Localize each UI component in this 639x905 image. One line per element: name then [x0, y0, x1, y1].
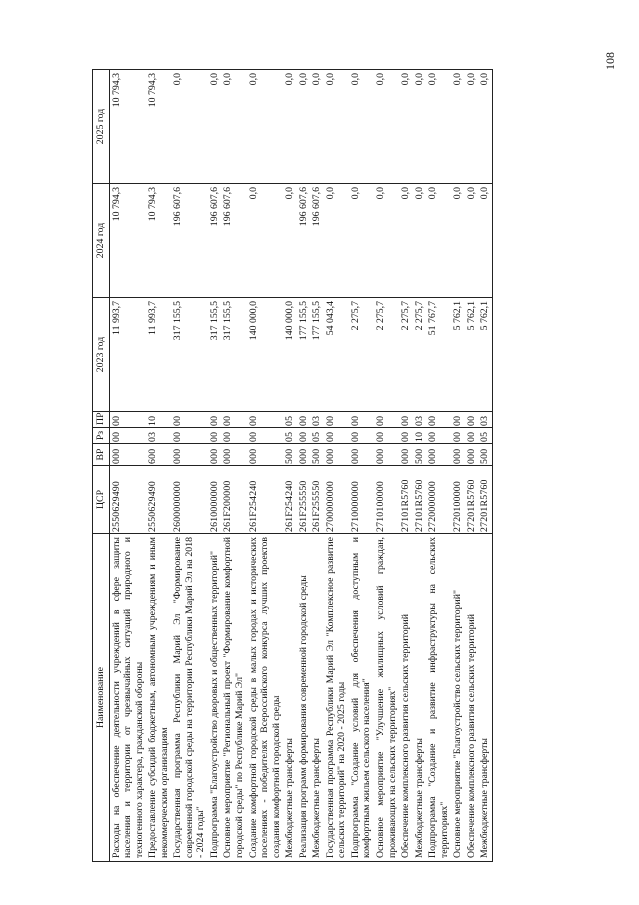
- row-csr: 2600000000: [171, 466, 208, 534]
- row-name: Обеспечение комплексного развития сельских территорий: [465, 534, 479, 862]
- row-2024: 0,0: [478, 184, 492, 298]
- row-vr: 000: [426, 444, 451, 466]
- row-csr: 2710100000: [374, 466, 399, 534]
- row-2025: 0,0: [297, 70, 311, 184]
- row-name: Межбюджетные трансферты: [283, 534, 297, 862]
- table-row: [413, 70, 427, 862]
- table-row: [399, 70, 413, 862]
- row-csr: 2720000000: [426, 466, 451, 534]
- table-body: [109, 70, 492, 862]
- row-vr: 000: [324, 444, 349, 466]
- row-csr: 27201R5760: [465, 466, 479, 534]
- row-rz: 00: [171, 428, 208, 444]
- row-vr: 000: [208, 444, 222, 466]
- table-row: [374, 70, 399, 862]
- row-pr: 00: [297, 412, 311, 428]
- row-csr: 2610000000: [208, 466, 222, 534]
- row-vr: 500: [283, 444, 297, 466]
- row-2023: 11 993,7: [109, 298, 146, 412]
- row-vr: 000: [399, 444, 413, 466]
- row-name: Подпрограмма "Благоустройство дворовых и общественных территорий": [208, 534, 222, 862]
- header-2023: 2023 год: [93, 298, 110, 412]
- row-2025: 0,0: [283, 70, 297, 184]
- row-rz: 05: [478, 428, 492, 444]
- row-name: Создание комфортной городской среды в малых городах и исторических поселениях - победителях Всероссийского конкурса лучших проектов создания комфортной городской среды: [247, 534, 284, 862]
- row-2023: 5 762,1: [465, 298, 479, 412]
- row-name: Межбюджетные трансферты: [413, 534, 427, 862]
- header-csr: ЦСР: [93, 466, 110, 534]
- row-2024: 196 607,6: [221, 184, 246, 298]
- row-pr: 00: [171, 412, 208, 428]
- table-row: [349, 70, 374, 862]
- table-row: [208, 70, 222, 862]
- row-2025: 0,0: [324, 70, 349, 184]
- table-row: [310, 70, 324, 862]
- row-2024: 196 607,6: [208, 184, 222, 298]
- table-row: [465, 70, 479, 862]
- row-pr: 00: [109, 412, 146, 428]
- row-2024: 0,0: [349, 184, 374, 298]
- table-header-row: [93, 70, 110, 862]
- row-rz: 00: [208, 428, 222, 444]
- row-name: Межбюджетные трансферты: [310, 534, 324, 862]
- row-vr: 500: [413, 444, 427, 466]
- table-row: [426, 70, 451, 862]
- table-row: [297, 70, 311, 862]
- row-2023: 5 762,1: [478, 298, 492, 412]
- row-2024: 0,0: [399, 184, 413, 298]
- row-csr: 2710000000: [349, 466, 374, 534]
- table-row: [109, 70, 146, 862]
- row-2023: 177 155,5: [297, 298, 311, 412]
- row-vr: 000: [297, 444, 311, 466]
- row-vr: 000: [247, 444, 284, 466]
- table-row: [221, 70, 246, 862]
- row-csr: 27101R5760: [399, 466, 413, 534]
- row-vr: 000: [221, 444, 246, 466]
- row-vr: 000: [465, 444, 479, 466]
- row-pr: 00: [426, 412, 451, 428]
- table-row: [451, 70, 465, 862]
- row-name: Основное мероприятие "Региональный проект "Формирование комфортной городской среды" по Республике Марий Эл": [221, 534, 246, 862]
- row-pr: 05: [283, 412, 297, 428]
- row-rz: 05: [310, 428, 324, 444]
- row-2025: 0,0: [451, 70, 465, 184]
- row-2023: 2 275,7: [349, 298, 374, 412]
- row-rz: 00: [297, 428, 311, 444]
- row-2024: 0,0: [247, 184, 284, 298]
- row-name: Подпрограмма "Создание и развитие инфраструктуры на сельских территориях": [426, 534, 451, 862]
- row-2024: 196 607,6: [297, 184, 311, 298]
- row-pr: 00: [451, 412, 465, 428]
- header-vr: ВР: [93, 444, 110, 466]
- table-row: [247, 70, 284, 862]
- row-vr: 000: [374, 444, 399, 466]
- row-pr: 00: [324, 412, 349, 428]
- row-name: Предоставление субсидий бюджетным, автономным учреждениям и иным некоммерческим организациям: [146, 534, 171, 862]
- row-name: Основное мероприятие "Благоустройство сельских территорий": [451, 534, 465, 862]
- row-2024: 0,0: [283, 184, 297, 298]
- row-csr: 261F255550: [310, 466, 324, 534]
- row-2023: 5 762,1: [451, 298, 465, 412]
- row-2024: 0,0: [451, 184, 465, 298]
- row-2023: 317 155,5: [208, 298, 222, 412]
- table-row: [324, 70, 349, 862]
- row-2025: 0,0: [171, 70, 208, 184]
- table-row: [478, 70, 492, 862]
- row-name: Реализация программ формирования современной городской среды: [297, 534, 311, 862]
- row-2025: 0,0: [478, 70, 492, 184]
- row-vr: 500: [478, 444, 492, 466]
- row-csr: 27101R5760: [413, 466, 427, 534]
- row-rz: 10: [413, 428, 427, 444]
- header-rz: Рз: [93, 428, 110, 444]
- row-2024: 196 607,6: [171, 184, 208, 298]
- row-2023: 177 155,5: [310, 298, 324, 412]
- row-rz: 00: [221, 428, 246, 444]
- row-2024: 0,0: [374, 184, 399, 298]
- row-rz: 00: [426, 428, 451, 444]
- header-name: Наименование: [93, 534, 110, 862]
- row-2025: 0,0: [208, 70, 222, 184]
- row-pr: 00: [221, 412, 246, 428]
- row-name: Обеспечение комплексного развития сельских территорий: [399, 534, 413, 862]
- row-csr: 261F254240: [247, 466, 284, 534]
- row-vr: 000: [109, 444, 146, 466]
- row-rz: 00: [451, 428, 465, 444]
- header-2024: 2024 год: [93, 184, 110, 298]
- row-name: Расходы на обеспечение деятельности учреждений в сфере защиты населения и территории от чрезвычайных ситуаций природного и техногенного характера, гражданской обороны: [109, 534, 146, 862]
- row-2025: 0,0: [426, 70, 451, 184]
- row-csr: 27201R5760: [478, 466, 492, 534]
- row-2023: 317 155,5: [221, 298, 246, 412]
- row-rz: 00: [247, 428, 284, 444]
- row-pr: 00: [247, 412, 284, 428]
- row-vr: 500: [310, 444, 324, 466]
- row-pr: 00: [374, 412, 399, 428]
- row-csr: 2720100000: [451, 466, 465, 534]
- row-2023: 140 000,0: [283, 298, 297, 412]
- row-2023: 2 275,7: [374, 298, 399, 412]
- row-pr: 00: [208, 412, 222, 428]
- row-2024: 10 794,3: [146, 184, 171, 298]
- row-vr: 000: [349, 444, 374, 466]
- row-2023: 51 767,7: [426, 298, 451, 412]
- row-2023: 54 043,4: [324, 298, 349, 412]
- row-pr: 10: [146, 412, 171, 428]
- row-csr: 261F255550: [297, 466, 311, 534]
- row-rz: 00: [465, 428, 479, 444]
- row-pr: 00: [399, 412, 413, 428]
- row-name: Основное мероприятие "Улучшение жилищных условий граждан, проживающих на сельских территориях": [374, 534, 399, 862]
- row-2023: 317 155,5: [171, 298, 208, 412]
- table-row: [171, 70, 208, 862]
- row-2025: 0,0: [374, 70, 399, 184]
- row-vr: 600: [146, 444, 171, 466]
- row-pr: 00: [465, 412, 479, 428]
- row-2025: 0,0: [349, 70, 374, 184]
- row-csr: 2550629490: [109, 466, 146, 534]
- row-vr: 000: [171, 444, 208, 466]
- budget-table: [92, 69, 493, 862]
- row-csr: 261F200000: [221, 466, 246, 534]
- row-2025: 0,0: [221, 70, 246, 184]
- row-2023: 2 275,7: [399, 298, 413, 412]
- row-rz: 00: [324, 428, 349, 444]
- row-2024: 0,0: [324, 184, 349, 298]
- row-csr: 261F254240: [283, 466, 297, 534]
- row-rz: 00: [399, 428, 413, 444]
- row-2025: 10 794,3: [109, 70, 146, 184]
- row-2025: 0,0: [413, 70, 427, 184]
- row-name: Государственная программа Республики Марий Эл "Формирование современной городской среды на территории Республики Марий Эл на 2018 - 2024 годы": [171, 534, 208, 862]
- row-2024: 10 794,3: [109, 184, 146, 298]
- row-2023: 11 993,7: [146, 298, 171, 412]
- header-2025: 2025 год: [93, 70, 110, 184]
- row-2024: 196 607,6: [310, 184, 324, 298]
- table-row: [146, 70, 171, 862]
- row-pr: 03: [478, 412, 492, 428]
- row-2025: 10 794,3: [146, 70, 171, 184]
- row-rz: 05: [283, 428, 297, 444]
- row-pr: 03: [310, 412, 324, 428]
- row-csr: 2700000000: [324, 466, 349, 534]
- row-pr: 00: [349, 412, 374, 428]
- row-2025: 0,0: [310, 70, 324, 184]
- row-name: Подпрограмма "Создание условий для обеспечения доступным и комфортным жильем сельского населения": [349, 534, 374, 862]
- header-pr: ПР: [93, 412, 110, 428]
- row-2023: 140 000,0: [247, 298, 284, 412]
- row-2023: 2 275,7: [413, 298, 427, 412]
- budget-table-rotated: [92, 70, 622, 862]
- row-name: Государственная программа Республики Марий Эл "Комплексное развитие сельских территорий" на 2020 - 2025 годы: [324, 534, 349, 862]
- row-rz: 03: [146, 428, 171, 444]
- row-rz: 00: [374, 428, 399, 444]
- row-2024: 0,0: [426, 184, 451, 298]
- row-2025: 0,0: [247, 70, 284, 184]
- row-vr: 000: [451, 444, 465, 466]
- row-pr: 03: [413, 412, 427, 428]
- page-number: 108: [603, 52, 617, 70]
- table-row: [283, 70, 297, 862]
- row-csr: 2550629490: [146, 466, 171, 534]
- row-2025: 0,0: [465, 70, 479, 184]
- row-rz: 00: [109, 428, 146, 444]
- row-2025: 0,0: [399, 70, 413, 184]
- row-2024: 0,0: [413, 184, 427, 298]
- row-2024: 0,0: [465, 184, 479, 298]
- row-rz: 00: [349, 428, 374, 444]
- row-name: Межбюджетные трансферты: [478, 534, 492, 862]
